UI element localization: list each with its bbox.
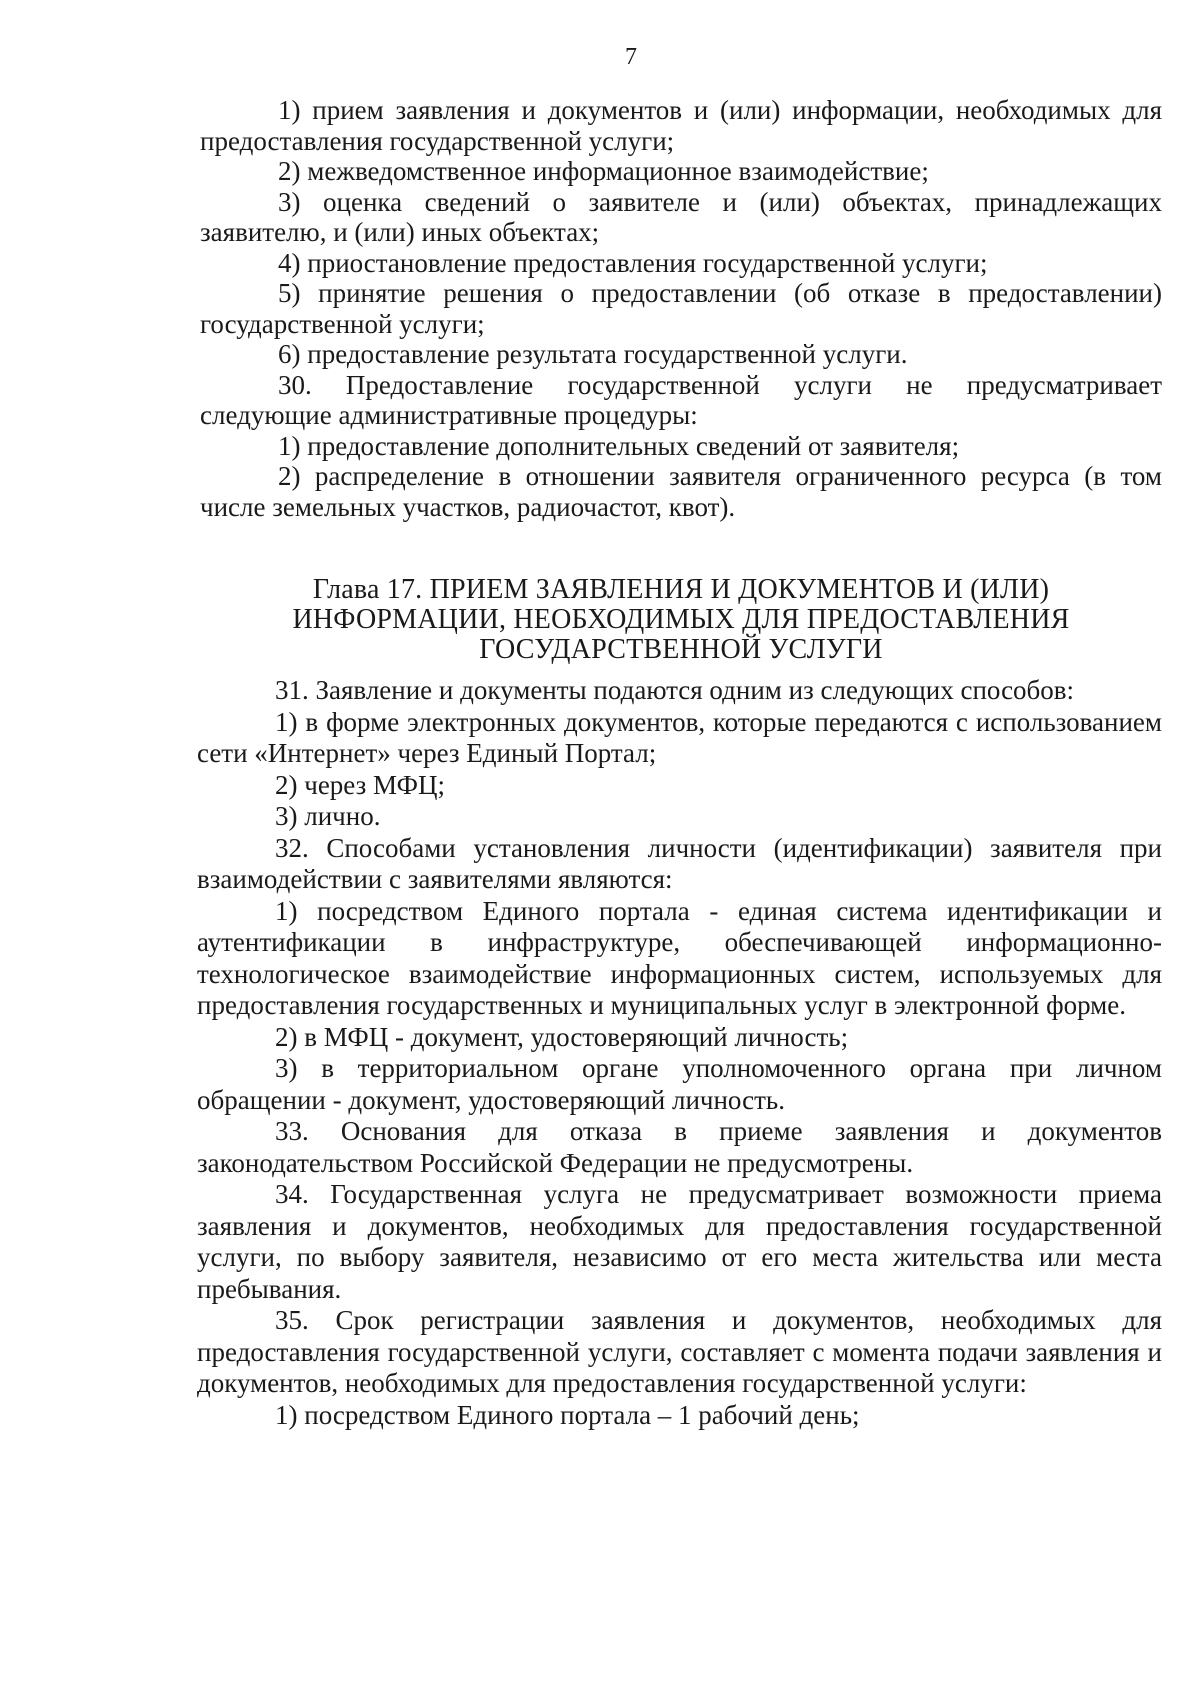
paragraph: 1) прием заявления и документов и (или) информации, необходимых для предоставления государственной услуги;	[200, 95, 1162, 156]
page-number: 7	[625, 44, 637, 70]
paragraph: 1) предоставление дополнительных сведений от заявителя;	[278, 430, 960, 461]
chapter-heading-line: Глава 17. ПРИЕМ ЗАЯВЛЕНИЯ И ДОКУМЕНТОВ И (ИЛИ)	[312, 574, 1050, 605]
chapter-heading-line: ГОСУДАРСТВЕННОЙ УСЛУГИ	[479, 634, 883, 665]
paragraph: 5) принятие решения о предоставлении (об отказе в предоставлении) государственной услуги;	[200, 278, 1162, 339]
chapter-heading	[210, 575, 1152, 665]
paragraph: 6) предоставление результата государственной услуги.	[278, 339, 908, 369]
paragraph: 2) через МФЦ;	[275, 769, 446, 800]
paragraph: 34. Государственная услуга не предусматривает возможности приема заявления и документов, необходимых для предоставления государственной услуги, по выбору заявителя, независимо от его места жительства или места пребывания.	[197, 1179, 1162, 1304]
paragraph: 3) в территориальном органе уполномоченного органа при личном обращении - документ, удостоверяющий личность.	[197, 1053, 1162, 1115]
paragraph: 3) оценка сведений о заявителе и (или) объектах, принадлежащих заявителю, и (или) иных объектах;	[200, 186, 1162, 247]
paragraph: 30. Предоставление государственной услуги не предусматривает следующие административные процедуры:	[200, 369, 1162, 430]
paragraph: 33. Основания для отказа в приеме заявления и документов законодательством Российской Федерации не предусмотрены.	[197, 1116, 1162, 1178]
paragraph: 32. Способами установления личности (идентификации) заявителя при взаимодействии с заявителями являются:	[197, 832, 1162, 894]
paragraph: 2) в МФЦ - документ, удостоверяющий личность;	[275, 1021, 849, 1052]
paragraph: 31. Заявление и документы подаются одним из следующих способов:	[275, 675, 1075, 705]
paragraph: 1) в форме электронных документов, которые передаются с использованием сети «Интернет» через Единый Портал;	[197, 706, 1162, 768]
procedures-list	[200, 95, 1162, 522]
paragraph: 35. Срок регистрации заявления и документов, необходимых для предоставления государственной услуги, составляет с момента подачи заявления и документов, необходимых для предоставления государственной услуги:	[197, 1305, 1162, 1398]
paragraph: 2) межведомственное информационное взаимодействие;	[278, 156, 929, 186]
paragraph: 1) посредством Единого портала - единая система идентификации и аутентификации в инфраструктуре, обеспечивающей информационно-технологическое взаимодействие информационных систем, используемых для предоставления государственных и муниципальных услуг в электронной форме.	[197, 895, 1162, 1020]
chapter-body	[197, 675, 1162, 1431]
paragraph: 4) приостановление предоставления государственной услуги;	[278, 247, 988, 278]
paragraph: 2) распределение в отношении заявителя ограниченного ресурса (в том числе земельных участков, радиочастот, квот).	[200, 461, 1162, 522]
paragraph: 1) посредством Единого портала – 1 рабочий день;	[275, 1399, 860, 1430]
paragraph: 3) лично.	[275, 801, 381, 831]
chapter-heading-line: ИНФОРМАЦИИ, НЕОБХОДИМЫХ ДЛЯ ПРЕДОСТАВЛЕНИЯ	[292, 604, 1070, 635]
